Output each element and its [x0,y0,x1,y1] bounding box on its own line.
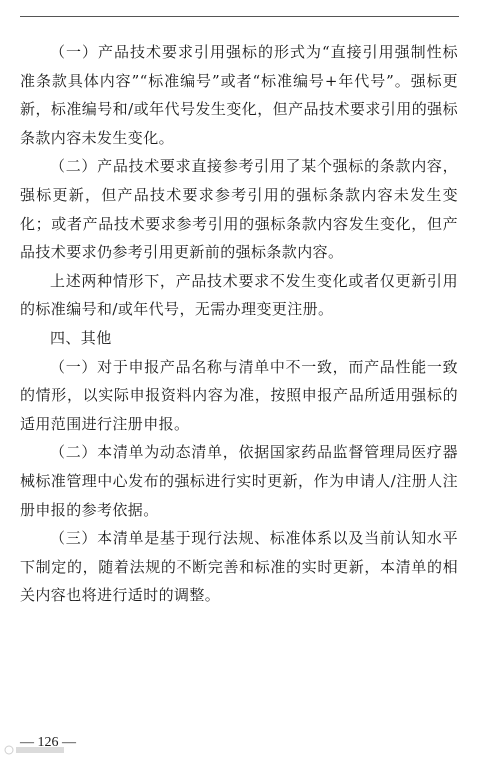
header-rule [20,16,459,17]
paragraph-summary: 上述两种情形下，产品技术要求不发生变化或者仅更新引用的标准编号和/或年代号，无需办理变更注册。 [20,271,458,319]
paragraph-clause-2: （二）产品技术要求直接参考引用了某个强标的条款内容，强标更新，但产品技术要求参考引用的强标条款内容未发生变化；或者产品技术要求参考引用的强标条款内容发生变化，但产品技术要求仍参考引用更新前的强标条款内容。 [20,157,458,262]
paragraph-other-3: （三）本清单是基于现行法规、标准体系以及当前认知水平下制定的，随着法规的不断完善和标准的实时更新，本清单的相关内容也将进行适时的调整。 [20,529,458,605]
section-heading-other: 四、其他 [50,328,112,347]
paragraph-other-1: （一）对于申报产品名称与清单中不一致，而产品性能一致的情形，以实际申报资料内容为准，按照申报产品所适用强标的适用范围进行注册申报。 [20,357,458,433]
document-body [20,38,458,610]
watermark-logo-icon [4,744,68,756]
paragraph-other-2: （二）本清单为动态清单，依据国家药品监督管理局医疗器械标准管理中心发布的强标进行实时更新，作为申请人/注册人注册申报的参考依据。 [20,443,458,519]
page-number: — 126 — [20,735,76,750]
paragraph-clause-1: （一）产品技术要求引用强标的形式为“直接引用强制性标准条款具体内容”“标准编号”或者“标准编号+年代号”。强标更新，标准编号和/或年代号发生变化，但产品技术要求引用的强标条款内容未发生变化。 [20,43,458,147]
